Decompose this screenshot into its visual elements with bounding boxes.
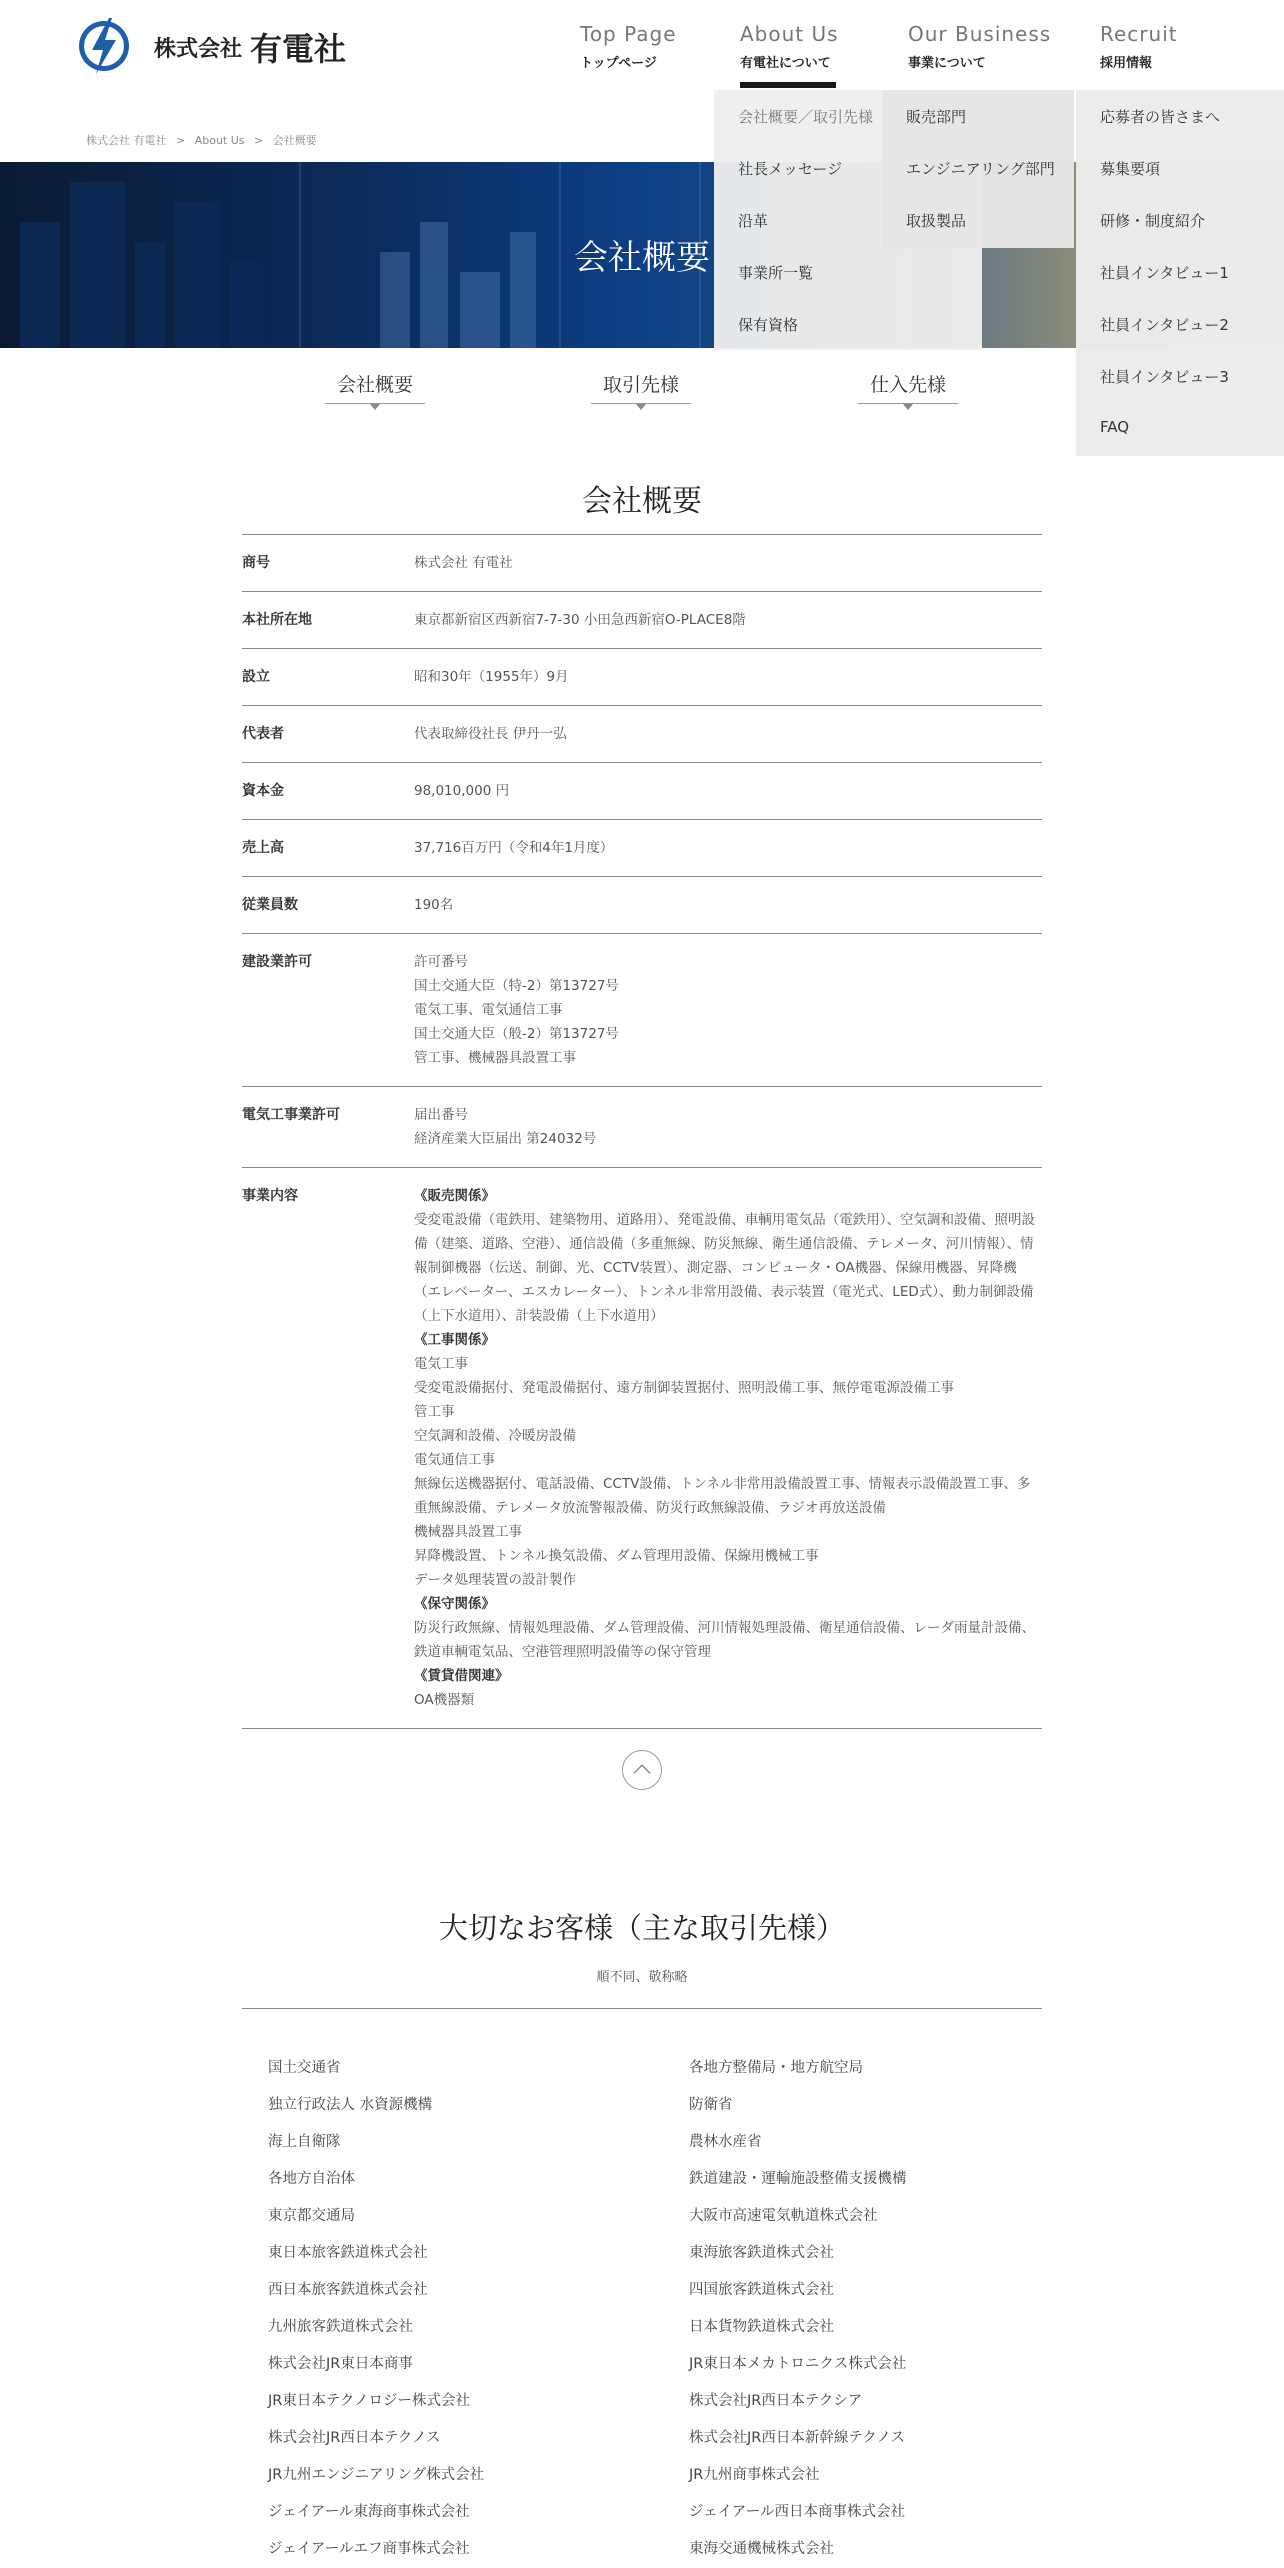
nav-our-business[interactable]	[908, 22, 1051, 71]
value-line: 受変電設備（電鉄用、建築物用、道路用）、発電設備、車輌用電気品（電鉄用）、空気調和設備、照明設備（建築、道路、空港）、通信設備（多重無線、防災無線、衛生通信設備、テレメータ、河川情報）、情報制御機器（伝送、制御、光、CCTV装置）、測定器、コンピュータ・OA機器、保線用機器、昇降機（エレベーター、エスカレーター）、トンネル非常用設備、表示装置（電光式、LED式）、動力制御設備（上下水道用）、計装設備（上下水道用）	[414, 1212, 1035, 1324]
value-line: 《販売関係》	[414, 1188, 495, 1204]
row-label: 電気工事業許可	[242, 1107, 340, 1123]
client-item: 各地方自治体	[268, 2171, 355, 2187]
value-line: 37,716百万円（令和4年1月度）	[414, 840, 614, 856]
client-item: 株式会社JR西日本新幹線テクノス	[689, 2430, 905, 2446]
row-value	[414, 551, 1042, 575]
value-line: 電気工事	[414, 1356, 468, 1372]
row-label: 資本金	[242, 783, 284, 799]
client-item: 独立行政法人 水資源機構	[268, 2097, 433, 2113]
breadcrumb-separator: >	[254, 134, 264, 147]
menu-item-requirements[interactable]: 募集要項	[1100, 160, 1161, 178]
breadcrumb-home[interactable]: 株式会社 有電社	[86, 134, 167, 147]
row-label: 従業員数	[242, 897, 298, 913]
client-item: 四国旅客鉄道株式会社	[689, 2282, 834, 2298]
menu-item-interview-1[interactable]: 社員インタビュー1	[1100, 264, 1229, 282]
client-item: JR九州商事株式会社	[689, 2467, 820, 2483]
nav-recruit[interactable]	[1100, 22, 1178, 71]
table-row	[242, 820, 1042, 877]
value-line: 防災行政無線、情報処理設備、ダム管理設備、河川情報処理設備、衛星通信設備、レーダ雨量計設備、鉄道車輌電気品、空港管理照明設備等の保守管理	[414, 1620, 1035, 1660]
row-value	[414, 893, 1042, 917]
value-line: 昇降機設置、トンネル換気設備、ダム管理用設備、保線用機械工事	[414, 1548, 819, 1564]
value-line: 《工事関係》	[414, 1332, 495, 1348]
nav-label-ja: 事業について	[908, 56, 986, 71]
nav-label-en: Top Page	[580, 22, 677, 46]
client-item: 株式会社JR西日本テクシア	[689, 2393, 863, 2409]
tab-clients[interactable]: 取引先様	[591, 370, 691, 404]
tab-suppliers[interactable]: 仕入先様	[858, 370, 958, 404]
row-label: 代表者	[242, 726, 284, 742]
recruit-dropdown	[1076, 90, 1284, 456]
table-row	[242, 934, 1042, 1087]
value-line: 《保守関係》	[414, 1596, 495, 1612]
client-item: 大阪市高速電気軌道株式会社	[689, 2208, 878, 2224]
client-item: ジェイアール東海商事株式会社	[268, 2504, 470, 2520]
client-item: 各地方整備局・地方航空局	[689, 2060, 863, 2076]
value-line: 電気通信工事	[414, 1452, 495, 1468]
value-line: データ処理装置の設計製作	[414, 1572, 576, 1588]
table-row	[242, 1168, 1042, 1729]
menu-item-applicants[interactable]: 応募者の皆さまへ	[1100, 108, 1221, 126]
value-line: 機械器具設置工事	[414, 1524, 522, 1540]
value-line: 無線伝送機器据付、電話設備、CCTV設備、トンネル非常用設備設置工事、情報表示設備設置工事、多重無線設備、テレメータ放流警報設備、防災行政無線設備、ラジオ再放送設備	[414, 1476, 1031, 1516]
client-item: 東日本旅客鉄道株式会社	[268, 2245, 428, 2261]
row-value	[414, 665, 1042, 689]
value-line: 国土交通大臣（特-2）第13727号	[414, 978, 619, 994]
breadcrumb-current: 会社概要	[272, 134, 317, 147]
client-item: JR東日本テクノロジー株式会社	[268, 2393, 470, 2409]
company-prefix: 株式会社	[154, 37, 243, 62]
company-logo-icon[interactable]	[76, 12, 132, 78]
nav-label-en: About Us	[740, 22, 839, 46]
menu-item-products[interactable]: 取扱製品	[906, 212, 967, 230]
client-item: 株式会社JR西日本テクノス	[268, 2430, 441, 2446]
table-row	[242, 649, 1042, 706]
value-line: 管工事	[414, 1404, 455, 1420]
divider	[242, 2008, 1042, 2009]
chevron-down-icon	[370, 404, 380, 410]
breadcrumb-separator: >	[176, 134, 186, 147]
row-value	[414, 779, 1042, 803]
chevron-down-icon	[903, 404, 913, 410]
menu-item-training[interactable]: 研修・制度紹介	[1100, 212, 1206, 230]
menu-item-overview[interactable]: 会社概要／取引先様	[738, 108, 874, 126]
menu-item-message[interactable]: 社長メッセージ	[738, 160, 843, 178]
table-row	[242, 535, 1042, 592]
nav-top-page[interactable]	[580, 22, 677, 71]
row-label: 設立	[242, 669, 270, 685]
row-label: 本社所在地	[242, 612, 312, 628]
value-line: 《賃貸借関連》	[414, 1668, 509, 1684]
menu-item-sales[interactable]: 販売部門	[906, 108, 967, 126]
client-item: 東京都交通局	[268, 2208, 355, 2224]
company-name[interactable]: 有電社	[250, 30, 347, 68]
back-to-top-button[interactable]	[622, 1750, 662, 1790]
page-title: 会社概要	[574, 238, 710, 278]
value-line: 管工事、機械器具設置工事	[414, 1050, 576, 1066]
breadcrumb-about[interactable]: About Us	[194, 134, 245, 147]
menu-item-engineering[interactable]: エンジニアリング部門	[906, 160, 1055, 178]
table-row	[242, 1087, 1042, 1168]
menu-item-licenses[interactable]: 保有資格	[738, 316, 799, 334]
tab-overview[interactable]: 会社概要	[325, 370, 425, 404]
client-item: 防衛省	[689, 2097, 733, 2113]
clients-heading: 大切なお客様（主な取引先様）	[438, 1911, 845, 1945]
row-value	[414, 608, 1042, 632]
value-line: 許可番号	[414, 954, 468, 970]
table-row	[242, 763, 1042, 820]
menu-item-interview-3[interactable]: 社員インタビュー3	[1100, 368, 1229, 386]
client-item: ジェイアールエフ商事株式会社	[268, 2541, 470, 2557]
client-item: 東海交通機械株式会社	[689, 2541, 834, 2557]
value-line: 190名	[414, 897, 454, 913]
client-item: 鉄道建設・運輸施設整備支援機構	[689, 2171, 907, 2187]
nav-label-en: Recruit	[1100, 22, 1178, 46]
client-item: 日本貨物鉄道株式会社	[689, 2319, 834, 2335]
client-item: 農林水産省	[689, 2134, 762, 2150]
breadcrumb	[86, 132, 323, 148]
value-line: 代表取締役社長 伊丹一弘	[414, 726, 567, 742]
site-header	[0, 0, 1284, 90]
nav-about-us[interactable]	[740, 22, 839, 71]
value-line: 届出番号	[414, 1107, 468, 1123]
client-item: 海上自衛隊	[268, 2134, 341, 2150]
value-line: 昭和30年（1955年）9月	[414, 669, 569, 685]
row-value	[414, 1184, 1042, 1712]
value-line: 空気調和設備、冷暖房設備	[414, 1428, 576, 1444]
value-line: OA機器類	[414, 1692, 475, 1708]
nav-active-indicator	[740, 82, 836, 88]
table-row	[242, 592, 1042, 649]
nav-label-ja: トップページ	[580, 56, 657, 71]
row-value	[414, 836, 1042, 860]
menu-item-faq[interactable]: FAQ	[1100, 418, 1130, 436]
table-row	[242, 877, 1042, 934]
nav-label-en: Our Business	[908, 22, 1052, 46]
row-value	[414, 950, 1042, 1070]
table-row	[242, 706, 1042, 763]
client-item: JR九州エンジニアリング株式会社	[268, 2467, 485, 2483]
value-line: 東京都新宿区西新宿7-7-30 小田急西新宿O-PLACE8階	[414, 612, 746, 628]
business-dropdown	[882, 90, 1074, 248]
value-line: 国土交通大臣（般-2）第13727号	[414, 1026, 619, 1042]
menu-item-history[interactable]: 沿革	[738, 212, 769, 230]
value-line: 経済産業大臣届出 第24032号	[414, 1131, 597, 1147]
row-value	[414, 1103, 1042, 1151]
client-item: 九州旅客鉄道株式会社	[268, 2319, 413, 2335]
row-label: 売上高	[242, 840, 284, 856]
client-item: 西日本旅客鉄道株式会社	[268, 2282, 428, 2298]
row-label: 事業内容	[242, 1188, 298, 1204]
client-item: JR東日本メカトロニクス株式会社	[689, 2356, 907, 2372]
value-line: 受変電設備据付、発電設備据付、遠方制御装置据付、照明設備工事、無停電電源設備工事	[414, 1380, 954, 1396]
client-item: 株式会社JR東日本商事	[268, 2356, 413, 2372]
row-label: 商号	[242, 555, 270, 571]
client-item: ジェイアール西日本商事株式会社	[689, 2504, 906, 2520]
company-overview-table	[242, 534, 1042, 1729]
clients-subtitle: 順不同、敬称略	[596, 1970, 688, 1985]
menu-item-offices[interactable]: 事業所一覧	[738, 264, 814, 282]
value-line: 電気工事、電気通信工事	[414, 1002, 563, 1018]
row-label: 建設業許可	[242, 954, 312, 970]
client-item: 国土交通省	[268, 2060, 341, 2076]
overview-heading: 会社概要	[582, 484, 702, 519]
nav-label-ja: 採用情報	[1100, 56, 1153, 71]
chevron-down-icon	[636, 404, 646, 410]
nav-label-ja: 有電社について	[740, 56, 831, 71]
client-item: 東海旅客鉄道株式会社	[689, 2245, 834, 2261]
value-line: 株式会社 有電社	[414, 555, 513, 571]
value-line: 98,010,000 円	[414, 783, 510, 799]
menu-item-interview-2[interactable]: 社員インタビュー2	[1100, 316, 1229, 334]
row-value	[414, 722, 1042, 746]
